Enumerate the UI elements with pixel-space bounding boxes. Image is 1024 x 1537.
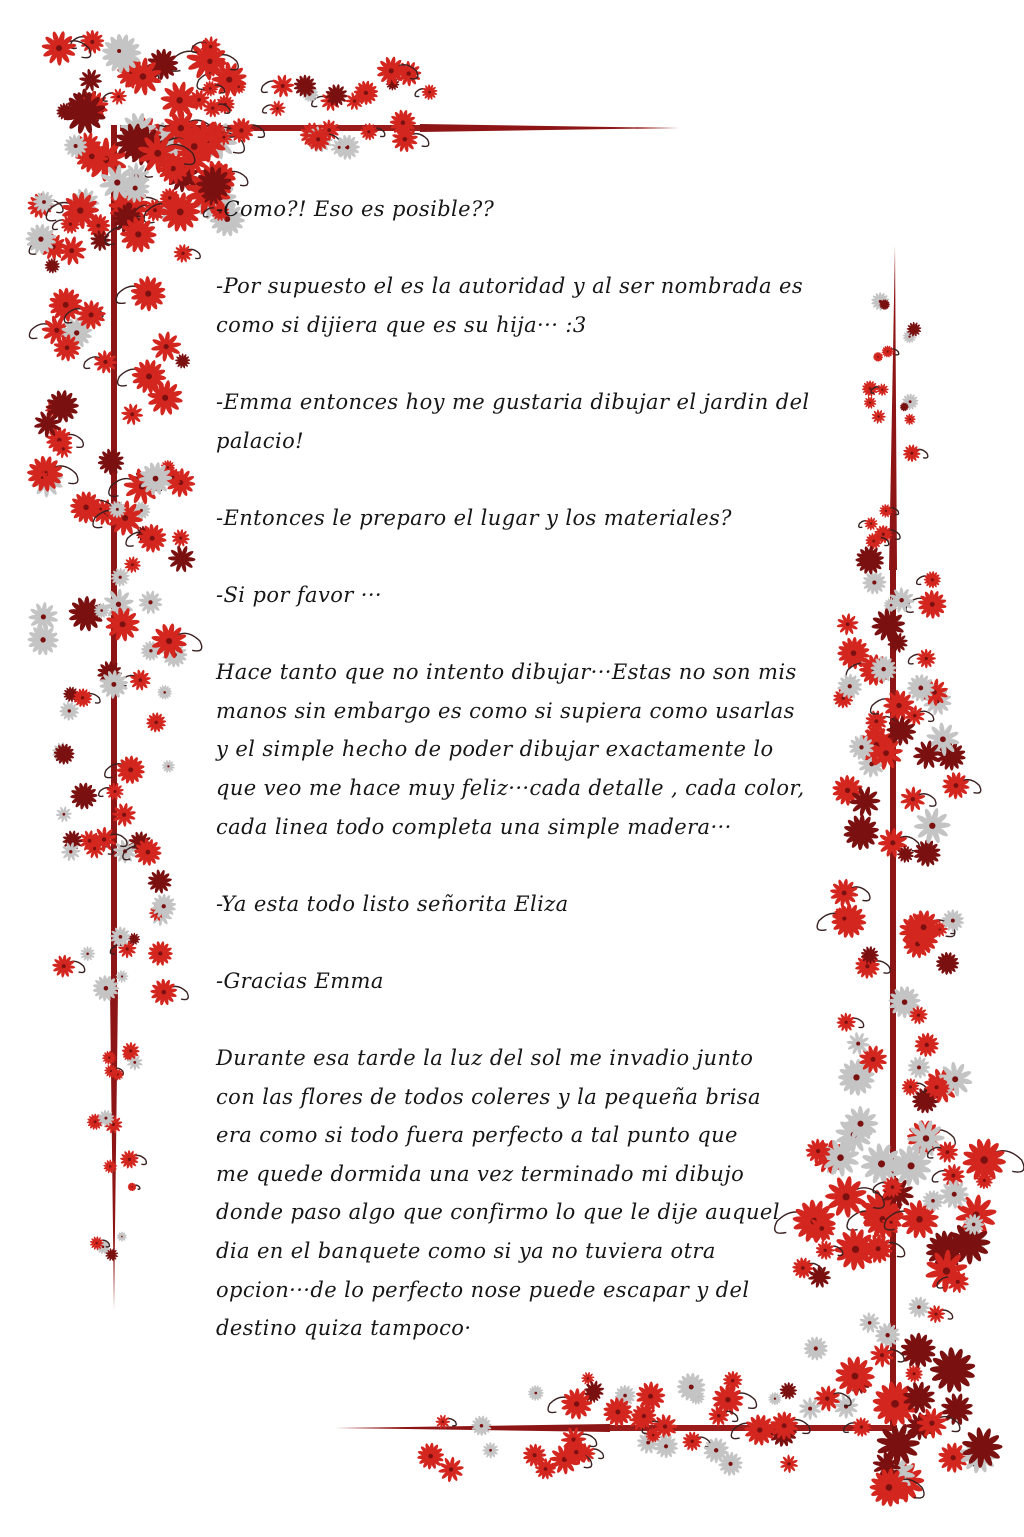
flower-ornament bbox=[918, 590, 947, 619]
flower-ornament bbox=[834, 1394, 859, 1419]
flower-ornament bbox=[768, 1392, 782, 1406]
flower-ornament bbox=[855, 546, 884, 575]
text-line: me quede dormida una vez terminado mi dibujo bbox=[216, 1161, 745, 1186]
flower-ornament bbox=[799, 1397, 822, 1420]
frame-spike-top bbox=[420, 124, 680, 132]
flower-ornament bbox=[148, 941, 173, 966]
flower-ornament bbox=[482, 1442, 498, 1458]
text-line: era como si todo fuera perfecto a tal punto que bbox=[216, 1123, 738, 1148]
flower-ornament bbox=[904, 413, 916, 425]
text-line: manos sin embargo es como si supiera como usarlas bbox=[216, 698, 795, 723]
flower-ornament bbox=[862, 380, 878, 396]
text-line: -Emma entonces hoy me gustaria dibujar el jardin del bbox=[216, 389, 810, 414]
flower-ornament bbox=[871, 409, 886, 424]
flower-ornament bbox=[229, 118, 254, 144]
text-line: destino quiza tampoco· bbox=[216, 1316, 472, 1341]
text-line: y el simple hecho de poder dibujar exactamente lo bbox=[216, 737, 774, 762]
text-line: que veo me hace muy feliz···cada detalle , cada color, bbox=[216, 775, 805, 800]
flower-ornament bbox=[162, 760, 175, 773]
paragraph bbox=[216, 499, 856, 538]
flower-ornament bbox=[110, 88, 127, 105]
flower-ornament bbox=[130, 669, 152, 691]
flower-ornament bbox=[780, 1455, 799, 1474]
flower-ornament bbox=[916, 649, 936, 669]
flower-ornament bbox=[908, 1296, 930, 1318]
flower-ornament bbox=[417, 1443, 444, 1470]
text-line: -Si por favor ··· bbox=[216, 582, 383, 607]
text-line: Hace tanto que no intento dibujar···Estas no son mis bbox=[216, 660, 797, 685]
flower-ornament bbox=[147, 869, 172, 894]
flower-ornament bbox=[80, 30, 104, 54]
flower-ornament bbox=[59, 701, 79, 721]
flower-ornament bbox=[150, 979, 177, 1006]
text-line: -Ya esta todo listo señorita Eliza bbox=[216, 891, 569, 916]
flower-ornament bbox=[924, 571, 941, 588]
text-line: con las flores de todos coleres y la pequeña brisa bbox=[216, 1084, 761, 1109]
flower-ornament bbox=[106, 782, 124, 800]
flower-ornament bbox=[138, 590, 162, 614]
paragraph bbox=[216, 885, 856, 924]
paragraph bbox=[216, 190, 856, 229]
flower-ornament bbox=[28, 602, 58, 632]
frame-spike-right bbox=[889, 245, 897, 570]
flower-ornament bbox=[175, 353, 191, 368]
flower-ornament bbox=[900, 1333, 936, 1369]
flower-ornament bbox=[70, 782, 97, 810]
text-line: opcion···de lo perfecto nose puede escapar y del bbox=[216, 1277, 750, 1302]
text-line: cada linea todo completa una simple madera··· bbox=[216, 814, 732, 839]
text-line: -Por supuesto el es la autoridad y al ser nombrada es bbox=[216, 274, 804, 299]
flower-ornament bbox=[168, 545, 196, 573]
flower-ornament bbox=[120, 1150, 139, 1169]
text-line: Durante esa tarde la luz del sol me invadio junto bbox=[216, 1046, 754, 1071]
flower-ornament bbox=[682, 1431, 702, 1451]
flower-ornament bbox=[157, 685, 172, 700]
flower-ornament bbox=[44, 258, 60, 274]
text-line: donde paso algo que confirmo lo que le dije auquel bbox=[216, 1200, 780, 1225]
flower-ornament bbox=[864, 396, 877, 409]
frame-spike-left bbox=[110, 990, 118, 1310]
flower-ornament bbox=[56, 806, 72, 822]
text-line: palacio! bbox=[216, 428, 304, 453]
flower-ornament bbox=[814, 1385, 840, 1411]
text-line: -Gracias Emma bbox=[216, 968, 384, 993]
flower-ornament bbox=[900, 786, 926, 812]
flower-ornament bbox=[528, 1385, 544, 1401]
flower-ornament bbox=[936, 952, 959, 975]
flower-ornament bbox=[172, 529, 190, 547]
paragraph bbox=[216, 1039, 856, 1348]
flower-ornament bbox=[27, 624, 58, 656]
text-line: -Entonces le preparo el lugar y los materiales? bbox=[216, 505, 732, 530]
flower-ornament bbox=[117, 1232, 127, 1242]
flower-ornament bbox=[471, 1415, 492, 1436]
flower-ornament bbox=[174, 244, 193, 263]
flower-ornament bbox=[79, 69, 102, 92]
paragraph bbox=[216, 383, 856, 460]
paragraph bbox=[216, 576, 856, 615]
flower-ornament bbox=[873, 352, 883, 362]
flower-ornament bbox=[41, 31, 76, 66]
paragraph bbox=[216, 653, 856, 846]
flower-ornament bbox=[146, 712, 166, 732]
flower-ornament bbox=[913, 839, 941, 866]
flower-ornament bbox=[914, 807, 951, 844]
flower-ornament bbox=[124, 556, 141, 573]
flower-ornament bbox=[939, 1179, 968, 1209]
flower-ornament bbox=[914, 1032, 939, 1057]
flower-ornament bbox=[942, 772, 970, 800]
text-line: -Como?! Eso es posible?? bbox=[216, 197, 495, 221]
paragraph bbox=[216, 962, 856, 1001]
flower-ornament bbox=[80, 946, 95, 961]
flower-ornament bbox=[130, 276, 166, 311]
flower-ornament bbox=[52, 955, 75, 978]
flower-ornament bbox=[903, 444, 921, 462]
flower-ornament bbox=[422, 84, 438, 100]
flower-ornament bbox=[116, 755, 145, 784]
flower-ornament bbox=[908, 1056, 931, 1079]
flower-ornament bbox=[930, 1347, 976, 1393]
flower-ornament bbox=[852, 1417, 872, 1437]
flower-ornament bbox=[269, 100, 286, 117]
flower-ornament bbox=[128, 1183, 137, 1192]
flower-ornament bbox=[160, 81, 199, 119]
flower-ornament bbox=[271, 74, 295, 98]
text-line: como si dijiera que es su hija··· :3 bbox=[216, 312, 587, 337]
story-text bbox=[216, 190, 856, 1386]
paragraph bbox=[216, 267, 856, 344]
flower-ornament bbox=[905, 1365, 923, 1383]
flower-ornament bbox=[864, 517, 878, 531]
text-line: dia en el banquete como si ya no tuviera otra bbox=[216, 1239, 716, 1264]
flower-ornament bbox=[116, 970, 129, 983]
flower-ornament bbox=[744, 1414, 776, 1446]
flower-ornament bbox=[882, 345, 894, 357]
flower-ornament bbox=[121, 403, 143, 425]
flower-ornament bbox=[862, 570, 886, 594]
flower-ornament bbox=[875, 1322, 900, 1347]
